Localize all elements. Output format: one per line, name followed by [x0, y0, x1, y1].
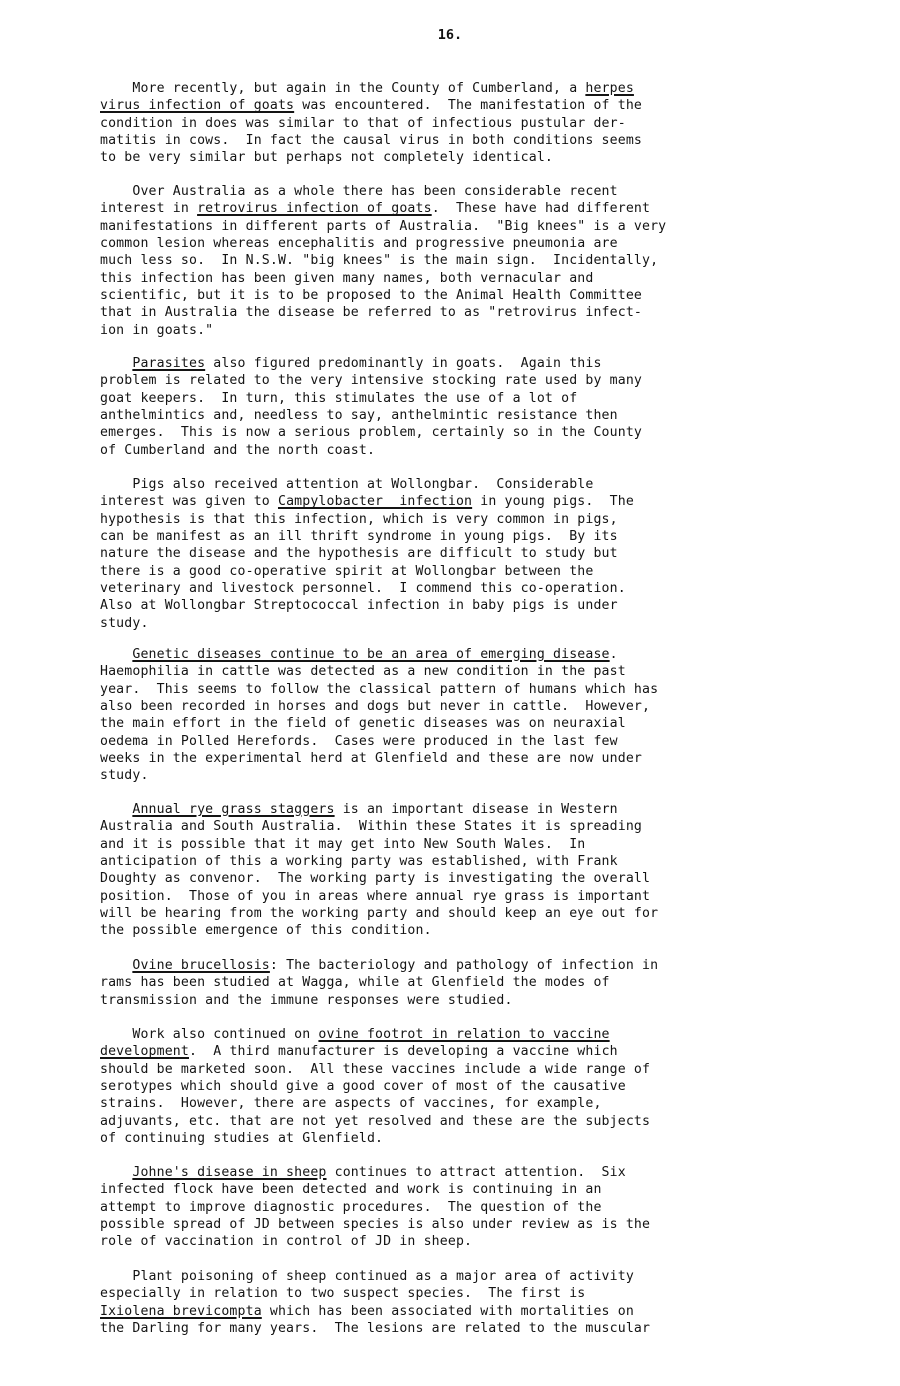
text-run: year. This seems to follow the classical pattern of humans which has: [100, 681, 659, 697]
text-line: [100, 545, 820, 562]
text-line: [100, 80, 820, 97]
text-line: [100, 992, 820, 1009]
text-run: Over Australia as a whole there has been considerable recent: [100, 184, 618, 199]
text-line: [100, 511, 820, 528]
text-line: [100, 355, 820, 372]
text-line: [100, 974, 820, 991]
text-run: interest in: [100, 201, 198, 217]
text-line: [100, 1043, 820, 1060]
text-line: [100, 149, 820, 166]
underlined-term: Ovine brucellosis: [132, 958, 270, 973]
paragraph: [100, 80, 820, 167]
text-line: [100, 1303, 820, 1320]
text-run: Australia and South Australia. Within these States it is spreading: [100, 819, 642, 835]
text-line: [100, 183, 820, 200]
text-run: rams has been studied at Wagga, while at Glenfield the modes of: [100, 975, 610, 991]
text-run: role of vaccination in control of JD in sheep.: [100, 1234, 473, 1250]
text-run: and it is possible that it may get into New South Wales. In: [100, 836, 586, 852]
text-run: position. Those of you in areas where annual rye grass is important: [100, 888, 651, 904]
text-line: [100, 1164, 820, 1181]
text-run: there is a good co-operative spirit at Wollongbar between the: [100, 563, 594, 579]
text-run: study.: [100, 768, 149, 784]
text-line: [100, 1199, 820, 1216]
text-run: [100, 958, 132, 973]
text-line: [100, 733, 820, 750]
text-run: : The bacteriology and pathology of infection in: [269, 958, 659, 973]
text-line: [100, 750, 820, 767]
text-run: the Darling for many years. The lesions are related to the muscular: [100, 1321, 651, 1337]
underlined-term: virus infection of goats: [100, 98, 295, 114]
paragraph: [100, 183, 820, 339]
text-line: [100, 1095, 820, 1112]
underlined-term: Genetic diseases continue to be an area of emerging disease: [132, 647, 610, 662]
underlined-term: Ixiolena brevicompta: [100, 1303, 262, 1319]
text-line: [100, 424, 820, 441]
text-run: much less so. In N.S.W. "big knees" is the main sign. Incidentally,: [100, 253, 659, 269]
underlined-term: Annual rye grass staggers: [132, 802, 335, 817]
text-run: [100, 802, 132, 817]
text-run: that in Australia the disease be referred to as "retrovirus infect-: [100, 305, 642, 321]
text-line: [100, 1130, 820, 1147]
text-run: manifestations in different parts of Australia. "Big knees" is a very: [100, 218, 667, 234]
paragraph: [100, 1268, 820, 1337]
text-run: emerges. This is now a serious problem, certainly so in the County: [100, 425, 642, 441]
text-run: Also at Wollongbar Streptococcal infection in baby pigs is under: [100, 598, 618, 614]
text-line: [100, 922, 820, 939]
text-line: [100, 476, 820, 493]
text-line: [100, 304, 820, 321]
paragraph: [100, 476, 820, 632]
text-run: of continuing studies at Glenfield.: [100, 1131, 384, 1147]
text-run: . A third manufacturer is developing a vaccine which: [189, 1044, 618, 1060]
text-run: especially in relation to two suspect species. The first is: [100, 1286, 586, 1302]
text-run: condition in does was similar to that of infectious pustular der-: [100, 115, 626, 131]
underlined-term: retrovirus infection of goats: [197, 201, 432, 217]
text-run: ion in goats.": [100, 322, 214, 338]
text-line: [100, 1078, 820, 1095]
text-run: common lesion whereas encephalitis and progressive pneumonia are: [100, 236, 618, 252]
text-line: [100, 1061, 820, 1078]
text-run: oedema in Polled Herefords. Cases were produced in the last few: [100, 733, 618, 749]
text-run: [100, 356, 132, 371]
text-line: [100, 580, 820, 597]
text-run: weeks in the experimental herd at Glenfield and these are now under: [100, 751, 642, 767]
text-run: scientific, but it is to be proposed to the Animal Health Committee: [100, 288, 642, 304]
text-run: transmission and the immune responses were studied.: [100, 992, 513, 1008]
underlined-term: Parasites: [132, 356, 206, 371]
text-line: [100, 646, 820, 663]
text-run: nature the disease and the hypothesis are difficult to study but: [100, 546, 618, 562]
text-run: also figured predominantly in goats. Again this: [205, 356, 602, 371]
text-line: [100, 407, 820, 424]
text-line: [100, 528, 820, 545]
text-line: [100, 615, 820, 632]
text-run: interest was given to: [100, 494, 278, 510]
text-line: [100, 270, 820, 287]
text-run: veterinary and livestock personnel. I commend this co-operation.: [100, 581, 626, 597]
text-run: [100, 647, 132, 662]
text-line: [100, 1113, 820, 1130]
text-line: [100, 1268, 820, 1285]
text-line: [100, 1285, 820, 1302]
text-line: [100, 1233, 820, 1250]
text-run: also been recorded in horses and dogs but never in cattle. However,: [100, 699, 651, 715]
text-run: of Cumberland and the north coast.: [100, 442, 376, 458]
paragraph: [100, 1026, 820, 1147]
text-run: infected flock have been detected and work is continuing in an: [100, 1182, 602, 1198]
text-run: study.: [100, 615, 149, 631]
text-run: matitis in cows. In fact the causal virus in both conditions seems: [100, 133, 642, 149]
text-line: [100, 390, 820, 407]
text-line: [100, 218, 820, 235]
paragraph: [100, 957, 820, 1009]
text-line: [100, 888, 820, 905]
text-run: possible spread of JD between species is also under review as is the: [100, 1217, 651, 1233]
text-run: goat keepers. In turn, this stimulates the use of a lot of: [100, 390, 578, 406]
paragraph: [100, 355, 820, 459]
text-line: [100, 767, 820, 784]
text-line: [100, 1026, 820, 1043]
text-line: [100, 1320, 820, 1337]
text-run: anthelmintics and, needless to say, anthelmintic resistance then: [100, 408, 618, 424]
text-run: . These have had different: [431, 201, 651, 217]
text-run: problem is related to the very intensive stocking rate used by many: [100, 373, 642, 389]
text-run: is an important disease in Western: [334, 802, 618, 817]
text-line: [100, 493, 820, 510]
text-line: [100, 287, 820, 304]
text-run: attempt to improve diagnostic procedures. The question of the: [100, 1199, 602, 1215]
text-run: strains. However, there are aspects of vaccines, for example,: [100, 1096, 602, 1112]
text-run: in young pigs. The: [472, 494, 634, 510]
text-line: [100, 1216, 820, 1233]
text-run: hypothesis is that this infection, which is very common in pigs,: [100, 511, 618, 527]
text-line: [100, 563, 820, 580]
text-run: should be marketed soon. All these vaccines include a wide range of: [100, 1061, 651, 1077]
text-run: anticipation of this a working party was established, with Frank: [100, 854, 618, 870]
text-run: [100, 1165, 132, 1180]
text-line: [100, 322, 820, 339]
text-line: [100, 853, 820, 870]
text-line: [100, 905, 820, 922]
text-line: [100, 252, 820, 269]
text-line: [100, 836, 820, 853]
text-run: Plant poisoning of sheep continued as a major area of activity: [100, 1269, 634, 1284]
text-run: continues to attract attention. Six: [326, 1165, 626, 1180]
text-run: .: [609, 647, 618, 662]
text-run: was encountered. The manifestation of the: [294, 98, 643, 114]
text-run: serotypes which should give a good cover of most of the causative: [100, 1079, 626, 1095]
text-run: this infection has been given many names, both vernacular and: [100, 270, 594, 286]
text-run: the main effort in the field of genetic diseases was on neuraxial: [100, 716, 626, 732]
text-line: [100, 663, 820, 680]
text-line: [100, 97, 820, 114]
text-line: [100, 115, 820, 132]
text-run: which has been associated with mortalities on: [261, 1303, 634, 1319]
text-line: [100, 442, 820, 459]
paragraph: [100, 801, 820, 940]
text-line: [100, 681, 820, 698]
text-line: [100, 372, 820, 389]
text-line: [100, 870, 820, 887]
text-run: will be hearing from the working party and should keep an eye out for: [100, 906, 659, 922]
text-run: the possible emergence of this condition.: [100, 923, 432, 939]
text-line: [100, 715, 820, 732]
paragraph: [100, 646, 820, 785]
text-run: adjuvants, etc. that are not yet resolved and these are the subjects: [100, 1113, 651, 1129]
text-line: [100, 957, 820, 974]
page-number: 16.: [437, 27, 463, 43]
underlined-term: Johne's disease in sheep: [132, 1165, 327, 1180]
text-line: [100, 1181, 820, 1198]
text-run: to be very similar but perhaps not completely identical.: [100, 150, 554, 166]
text-line: [100, 801, 820, 818]
underlined-term: ovine footrot in relation to vaccine: [318, 1027, 610, 1042]
underlined-term: development: [100, 1044, 189, 1060]
text-run: Work also continued on: [100, 1027, 319, 1042]
underlined-term: herpes: [585, 81, 634, 96]
text-line: [100, 235, 820, 252]
text-run: can be manifest as an ill thrift syndrome in young pigs. By its: [100, 529, 618, 545]
text-run: Pigs also received attention at Wollongbar. Considerable: [100, 477, 594, 492]
text-line: [100, 597, 820, 614]
text-line: [100, 132, 820, 149]
text-line: [100, 200, 820, 217]
text-run: Doughty as convenor. The working party is investigating the overall: [100, 871, 651, 887]
text-run: More recently, but again in the County of Cumberland, a: [100, 81, 586, 96]
text-line: [100, 698, 820, 715]
underlined-term: Campylobacter infection: [277, 494, 473, 510]
text-run: Haemophilia in cattle was detected as a new condition in the past: [100, 664, 626, 680]
paragraph: [100, 1164, 820, 1251]
text-line: [100, 818, 820, 835]
